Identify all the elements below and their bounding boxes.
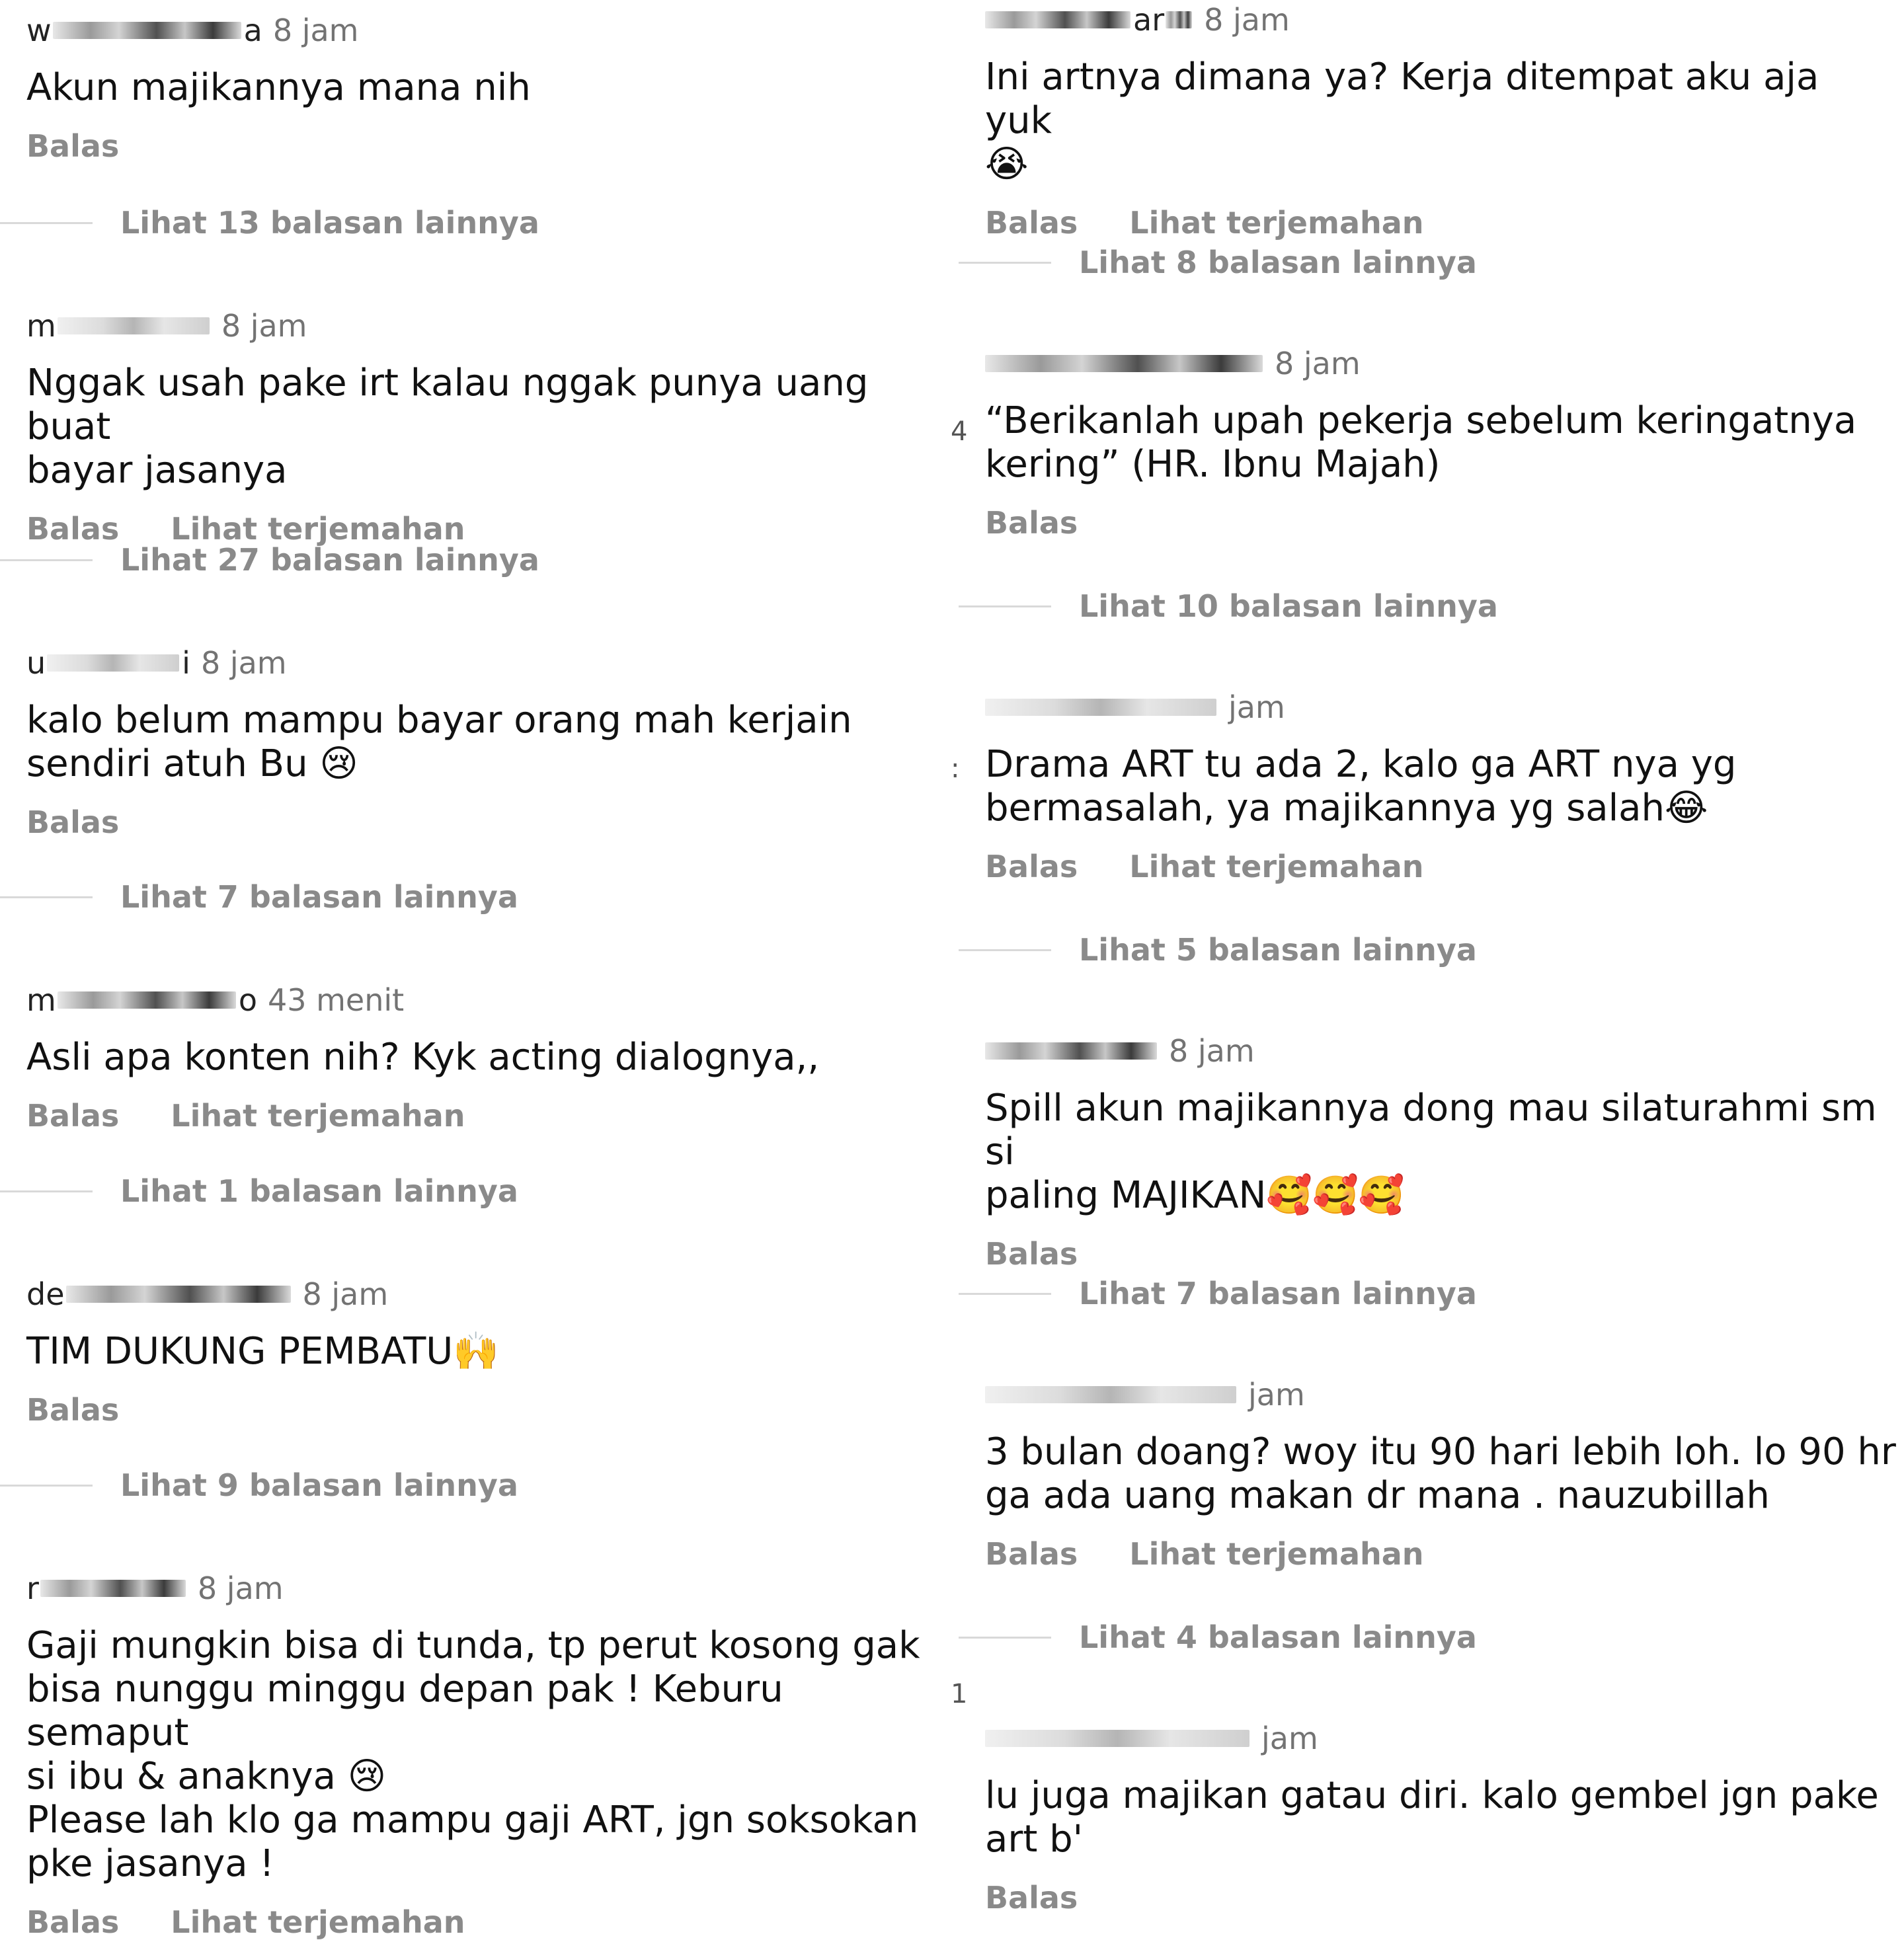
comment-item	[985, 1376, 1897, 1572]
view-more-replies-label: Lihat 8 balasan lainnya	[1079, 245, 1477, 280]
username-end: ar	[1133, 2, 1165, 38]
username-redacted[interactable]	[985, 1381, 1239, 1408]
username-blur	[47, 654, 179, 672]
comment-meta	[985, 1720, 1897, 1757]
comment-actions	[26, 1392, 939, 1428]
username-blur	[1166, 11, 1192, 28]
comment-actions	[985, 1536, 1897, 1572]
comment-actions	[985, 849, 1897, 884]
comment-time: 8 jam	[197, 1571, 284, 1606]
comment-meta	[985, 1032, 1897, 1069]
comment-time: 8 jam	[272, 13, 359, 48]
username-redacted[interactable]	[26, 645, 192, 681]
comment-text: Gaji mungkin bisa di tunda, tp perut kosong gak bisa nunggu minggu depan pak ! Keburu semaput si ibu & anaknya 😢 Please lah klo ga mampu gaji ART, jgn soksokan pke jasanya !	[26, 1624, 920, 1885]
left-comment-column	[26, 0, 952, 1940]
username-blur	[66, 1286, 291, 1303]
view-more-replies-label: Lihat 13 balasan lainnya	[120, 205, 539, 241]
username-redacted[interactable]	[26, 1571, 188, 1606]
username-end: a	[243, 13, 262, 48]
username-blur	[985, 11, 1130, 28]
username-blur	[53, 22, 241, 39]
comment-actions	[985, 205, 1897, 241]
comment-actions	[26, 1098, 939, 1134]
username-redacted[interactable]	[26, 308, 212, 344]
comment-text: kalo belum mampu bayar orang mah kerjain sendiri atuh Bu 😢	[26, 699, 852, 785]
comment-meta	[26, 982, 939, 1019]
divider-line	[0, 1190, 93, 1192]
comment-item	[26, 1570, 939, 1940]
comment-text: Asli apa konten nih? Kyk acting dialognya,,	[26, 1036, 820, 1079]
view-more-replies[interactable]	[959, 1276, 1477, 1311]
comment-item	[26, 12, 939, 164]
view-more-replies-label: Lihat 10 balasan lainnya	[1079, 588, 1498, 624]
username-redacted[interactable]	[26, 1276, 294, 1312]
reply-button[interactable]: Balas	[26, 1904, 120, 1940]
username-blur	[985, 1730, 1250, 1747]
comment-meta	[26, 644, 939, 681]
view-more-replies-label: Lihat 7 balasan lainnya	[120, 879, 518, 915]
comment-time: jam	[1248, 1377, 1305, 1413]
comment-text: TIM DUKUNG PEMBATU🙌	[26, 1330, 500, 1373]
comment-meta	[26, 307, 939, 344]
divider-line	[959, 949, 1051, 951]
right-comment-column	[985, 0, 1904, 1916]
comment-time: jam	[1228, 689, 1285, 725]
edge-fragment: 1	[951, 1679, 968, 1709]
view-more-replies[interactable]	[0, 879, 518, 915]
username-blur	[58, 991, 236, 1009]
username-end: i	[182, 645, 190, 681]
comment-text: Akun majikannya mana nih	[26, 66, 531, 109]
username-blur	[985, 1386, 1236, 1403]
reply-button[interactable]: Balas	[985, 1536, 1078, 1572]
username-redacted[interactable]	[26, 13, 264, 48]
divider-line	[0, 222, 93, 224]
comment-time: 43 menit	[267, 982, 405, 1018]
username-start: r	[26, 1571, 39, 1606]
comment-time: 8 jam	[1275, 346, 1361, 381]
reply-button[interactable]: Balas	[985, 205, 1078, 241]
comment-item	[985, 1720, 1897, 1916]
edge-fragment: 4	[951, 416, 968, 447]
view-more-replies[interactable]	[959, 245, 1477, 280]
reply-button[interactable]: Balas	[985, 849, 1078, 884]
username-blur	[985, 699, 1216, 716]
view-more-replies[interactable]	[0, 1467, 518, 1503]
comment-actions	[26, 511, 939, 547]
view-more-replies-label: Lihat 5 balasan lainnya	[1079, 932, 1477, 968]
comment-item	[985, 345, 1897, 541]
username-end: o	[238, 982, 257, 1018]
comment-item	[985, 1, 1897, 241]
view-more-replies-label: Lihat 7 balasan lainnya	[1079, 1276, 1477, 1311]
divider-line	[0, 1485, 93, 1487]
reply-button[interactable]: Balas	[985, 1880, 1078, 1916]
username-redacted[interactable]	[985, 2, 1195, 38]
comment-actions	[985, 1236, 1897, 1272]
comment-meta	[985, 1, 1897, 38]
username-start: m	[26, 982, 56, 1018]
comment-time: 8 jam	[221, 308, 307, 344]
view-more-replies[interactable]	[0, 205, 539, 241]
comment-meta	[985, 1376, 1897, 1413]
view-more-replies[interactable]	[0, 1173, 518, 1209]
divider-line	[0, 896, 93, 898]
view-more-replies-label: Lihat 1 balasan lainnya	[120, 1173, 518, 1209]
comment-time: 8 jam	[1169, 1033, 1255, 1069]
username-start: de	[26, 1276, 65, 1312]
comment-meta	[985, 689, 1897, 726]
divider-line	[959, 605, 1051, 607]
username-redacted[interactable]	[985, 1725, 1252, 1752]
comment-text: Ini artnya dimana ya? Kerja ditempat aku aja yuk 😭	[985, 56, 1819, 186]
comment-text: “Berikanlah upah pekerja sebelum keringatnya kering” (HR. Ibnu Majah)	[985, 399, 1857, 486]
comment-actions	[985, 505, 1897, 541]
comment-time: jam	[1261, 1721, 1318, 1756]
see-translation-button[interactable]: Lihat terjemahan	[171, 511, 465, 547]
username-blur	[40, 1580, 186, 1597]
comment-item	[26, 982, 939, 1134]
comment-item	[985, 689, 1897, 884]
reply-button[interactable]: Balas	[26, 1392, 120, 1428]
reply-button[interactable]: Balas	[26, 804, 120, 840]
reply-button[interactable]: Balas	[985, 1236, 1078, 1272]
comment-meta	[985, 345, 1897, 382]
username-redacted[interactable]	[985, 350, 1265, 377]
username-blur	[985, 355, 1263, 372]
comment-actions	[26, 128, 939, 164]
view-more-replies[interactable]	[0, 542, 539, 578]
reply-button[interactable]: Balas	[26, 128, 120, 164]
divider-line	[0, 559, 93, 561]
username-start: w	[26, 13, 52, 48]
divider-line	[959, 262, 1051, 264]
see-translation-button[interactable]: Lihat terjemahan	[171, 1098, 465, 1134]
view-more-replies-label: Lihat 9 balasan lainnya	[120, 1467, 518, 1503]
comment-meta	[26, 1276, 939, 1313]
divider-line	[959, 1293, 1051, 1295]
username-redacted[interactable]	[985, 1038, 1160, 1064]
reply-button[interactable]: Balas	[26, 1098, 120, 1134]
view-more-replies-label: Lihat 27 balasan lainnya	[120, 542, 539, 578]
comment-item	[26, 307, 939, 547]
see-translation-button[interactable]: Lihat terjemahan	[1129, 849, 1424, 884]
username-redacted[interactable]	[985, 694, 1219, 720]
comment-meta	[26, 1570, 939, 1607]
username-start: m	[26, 308, 56, 344]
comment-text: Drama ART tu ada 2, kalo ga ART nya yg bermasalah, ya majikannya yg salah😂	[985, 743, 1737, 830]
comment-actions	[26, 804, 939, 840]
see-translation-button[interactable]: Lihat terjemahan	[1129, 1536, 1424, 1572]
comment-actions	[26, 1904, 939, 1940]
comment-time: 8 jam	[1204, 2, 1290, 38]
comment-text: lu juga majikan gatau diri. kalo gembel jgn pake art b'	[985, 1774, 1879, 1861]
comment-item	[26, 644, 939, 840]
comment-text: 3 bulan doang? woy itu 90 hari lebih loh. lo 90 hr ga ada uang makan dr mana . nauzubillah	[985, 1430, 1896, 1517]
comment-item	[26, 1276, 939, 1428]
comment-time: 8 jam	[302, 1276, 389, 1312]
view-more-replies[interactable]	[959, 588, 1498, 624]
username-blur	[58, 317, 210, 334]
comment-actions	[985, 1880, 1897, 1916]
divider-line	[959, 1637, 1051, 1639]
view-more-replies[interactable]	[959, 932, 1477, 968]
username-blur	[985, 1042, 1157, 1060]
comment-item	[985, 1032, 1897, 1272]
comment-text: Nggak usah pake irt kalau nggak punya uang buat bayar jasanya	[26, 362, 869, 492]
comment-time: 8 jam	[200, 645, 287, 681]
see-translation-button[interactable]: Lihat terjemahan	[1129, 205, 1424, 241]
username-start: u	[26, 645, 46, 681]
reply-button[interactable]: Balas	[26, 511, 120, 547]
see-translation-button[interactable]: Lihat terjemahan	[171, 1904, 465, 1940]
edge-fragment: :	[951, 754, 960, 784]
view-more-replies-label: Lihat 4 balasan lainnya	[1079, 1619, 1477, 1655]
comment-text: Spill akun majikannya dong mau silaturahmi sm si paling MAJIKAN🥰🥰🥰	[985, 1087, 1877, 1217]
comment-meta	[26, 12, 939, 49]
reply-button[interactable]: Balas	[985, 505, 1078, 541]
view-more-replies[interactable]	[959, 1619, 1477, 1655]
username-redacted[interactable]	[26, 982, 258, 1018]
